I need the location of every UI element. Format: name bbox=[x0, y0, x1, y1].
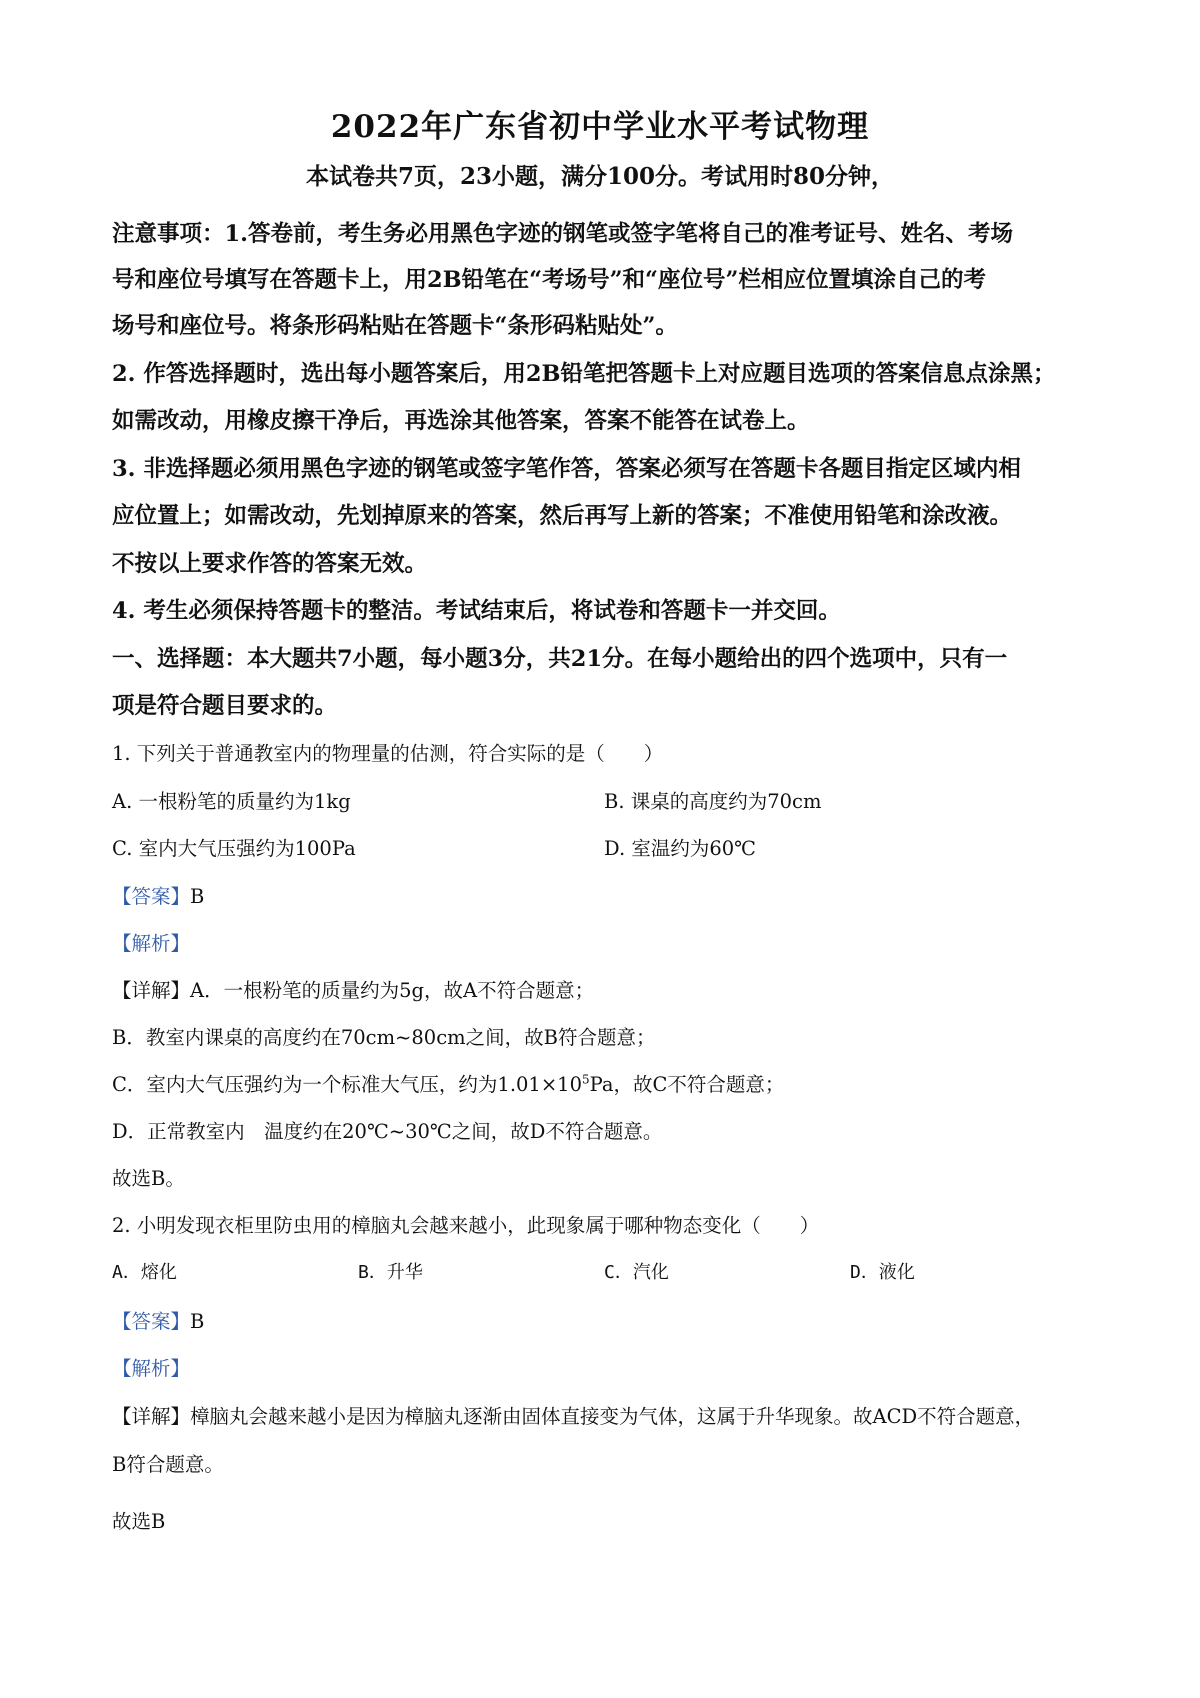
q2-option-b: B．升华 bbox=[358, 1262, 423, 1283]
q1-option-a: A. 一根粉笔的质量约为1kg bbox=[112, 790, 351, 813]
q2-option-a: A．熔化 bbox=[112, 1262, 177, 1283]
detail-text: C．室内大气压强约为一个标准大气压，约为1.01×10 bbox=[112, 1073, 582, 1096]
q2-analysis-tag: 【解析】 bbox=[112, 1357, 191, 1380]
q1-detail-d: D．正常教室内 温度约在20℃~30℃之间，故D不符合题意。 bbox=[112, 1120, 663, 1143]
q2-option-d: D．液化 bbox=[850, 1262, 915, 1283]
answer-value: B bbox=[190, 885, 205, 908]
q1-detail-c bbox=[112, 1069, 784, 1097]
question-1-stem: 1. 下列关于普通教室内的物理量的估测，符合实际的是（ ） bbox=[112, 742, 664, 765]
detail-tag: 【详解】 bbox=[112, 1405, 191, 1428]
q1-option-d: D. 室温约为60℃ bbox=[604, 837, 756, 860]
q1-option-c: C. 室内大气压强约为100Pa bbox=[112, 837, 356, 860]
notice-line: 不按以上要求作答的答案无效。 bbox=[112, 551, 428, 577]
q1-detail-b: B．教室内课桌的高度约在70cm~80cm之间，故B符合题意； bbox=[112, 1026, 656, 1049]
notice-line: 场号和座位号。将条形码粘贴在答题卡“条形码粘贴处”。 bbox=[112, 313, 678, 339]
detail-text: Pa，故C不符合题意； bbox=[589, 1073, 785, 1096]
exponent: 5 bbox=[582, 1072, 590, 1087]
section-heading: 项是符合题目要求的。 bbox=[112, 693, 338, 719]
q1-conclusion: 故选B。 bbox=[112, 1167, 185, 1190]
notice-line: 如需改动，用橡皮擦干净后，再选涂其他答案，答案不能答在试卷上。 bbox=[112, 408, 810, 434]
page-subtitle: 本试卷共7页，23小题，满分100分。考试用时80分钟， bbox=[305, 163, 895, 190]
answer-tag: 【答案】 bbox=[112, 1310, 191, 1333]
detail-tag: 【详解】 bbox=[112, 979, 191, 1002]
page-title: 2022年广东省初中学业水平考试物理 bbox=[330, 109, 870, 145]
notice-line: 3. 非选择题必须用黑色字迹的钢笔或签字笔作答，答案必须写在答题卡各题目指定区域内相 bbox=[112, 456, 1021, 482]
q2-option-c: C．汽化 bbox=[604, 1262, 669, 1283]
q1-analysis-tag: 【解析】 bbox=[112, 932, 191, 955]
notice-line: 注意事项：1.答卷前，考生务必用黑色字迹的钢笔或签字笔将自己的准考证号、姓名、考场 bbox=[112, 221, 1013, 247]
notice-line: 2. 作答选择题时，选出每小题答案后，用2B铅笔把答题卡上对应题目选项的答案信息点涂黑； bbox=[112, 361, 1056, 387]
q2-answer bbox=[112, 1306, 204, 1334]
answer-value: B bbox=[190, 1310, 205, 1333]
notice-line: 应位置上；如需改动，先划掉原来的答案，然后再写上新的答案；不准使用铅笔和涂改液。 bbox=[112, 503, 1013, 529]
q2-detail-line1 bbox=[112, 1401, 1034, 1429]
answer-tag: 【答案】 bbox=[112, 885, 191, 908]
q1-option-b: B. 课桌的高度约为70cm bbox=[604, 790, 822, 813]
q1-answer bbox=[112, 881, 204, 909]
detail-text: A．一根粉笔的质量约为5g，故A不符合题意； bbox=[190, 979, 595, 1002]
q1-detail-a bbox=[112, 975, 594, 1003]
notice-line: 号和座位号填写在答题卡上，用2B铅笔在“考场号”和“座位号”栏相应位置填涂自己的考 bbox=[112, 267, 986, 293]
q2-conclusion: 故选B bbox=[112, 1510, 166, 1533]
question-2-stem: 2. 小明发现衣柜里防虫用的樟脑丸会越来越小，此现象属于哪种物态变化（ ） bbox=[112, 1214, 820, 1237]
notice-line: 4. 考生必须保持答题卡的整洁。考试结束后，将试卷和答题卡一并交回。 bbox=[112, 598, 841, 624]
q2-detail-line2: B符合题意。 bbox=[112, 1453, 224, 1476]
section-heading: 一、选择题：本大题共7小题，每小题3分，共21分。在每小题给出的四个选项中，只有一 bbox=[112, 646, 1008, 672]
detail-text: 樟脑丸会越来越小是因为樟脑丸逐渐由固体直接变为气体，这属于升华现象。故ACD不符合题意， bbox=[190, 1405, 1035, 1428]
